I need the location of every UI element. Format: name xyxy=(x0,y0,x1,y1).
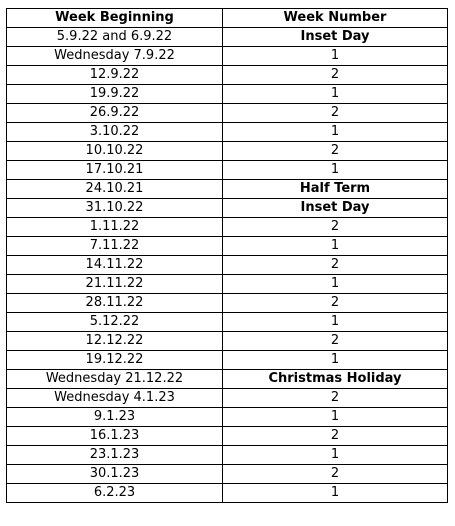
table-row xyxy=(7,294,448,313)
cell-week-number: 2 xyxy=(223,332,448,351)
table-header-row xyxy=(7,9,448,28)
cell-week-beginning: 17.10.21 xyxy=(7,161,223,180)
header-week-beginning: Week Beginning xyxy=(7,9,223,28)
table-row xyxy=(7,351,448,370)
table-row xyxy=(7,47,448,66)
cell-week-beginning: 21.11.22 xyxy=(7,275,223,294)
cell-week-beginning: 19.9.22 xyxy=(7,85,223,104)
table-row xyxy=(7,465,448,484)
cell-week-beginning: 1.11.22 xyxy=(7,218,223,237)
cell-week-beginning: 5.9.22 and 6.9.22 xyxy=(7,28,223,47)
cell-week-number: 2 xyxy=(223,256,448,275)
table-body xyxy=(7,28,448,503)
cell-week-number: 2 xyxy=(223,465,448,484)
cell-week-number: 1 xyxy=(223,484,448,503)
cell-week-number: 1 xyxy=(223,313,448,332)
cell-week-beginning: 30.1.23 xyxy=(7,465,223,484)
cell-week-beginning: 5.12.22 xyxy=(7,313,223,332)
cell-week-beginning: 9.1.23 xyxy=(7,408,223,427)
cell-week-beginning: 19.12.22 xyxy=(7,351,223,370)
cell-week-beginning: 23.1.23 xyxy=(7,446,223,465)
cell-week-number: Inset Day xyxy=(223,199,448,218)
table-row xyxy=(7,218,448,237)
cell-week-number: 2 xyxy=(223,66,448,85)
cell-week-number: 1 xyxy=(223,85,448,104)
cell-week-beginning: 14.11.22 xyxy=(7,256,223,275)
cell-week-beginning: 3.10.22 xyxy=(7,123,223,142)
cell-week-beginning: 16.1.23 xyxy=(7,427,223,446)
cell-week-number: 1 xyxy=(223,123,448,142)
table-row xyxy=(7,28,448,47)
cell-week-beginning: 12.9.22 xyxy=(7,66,223,85)
cell-week-beginning: Wednesday 21.12.22 xyxy=(7,370,223,389)
cell-week-number: 2 xyxy=(223,389,448,408)
table-row xyxy=(7,85,448,104)
cell-week-beginning: 10.10.22 xyxy=(7,142,223,161)
table-row xyxy=(7,389,448,408)
cell-week-number: 2 xyxy=(223,427,448,446)
table-row xyxy=(7,427,448,446)
table-row xyxy=(7,256,448,275)
cell-week-number: 1 xyxy=(223,161,448,180)
table-row xyxy=(7,275,448,294)
table-row xyxy=(7,161,448,180)
cell-week-beginning: 24.10.21 xyxy=(7,180,223,199)
table-row xyxy=(7,104,448,123)
cell-week-number: Christmas Holiday xyxy=(223,370,448,389)
cell-week-beginning: 7.11.22 xyxy=(7,237,223,256)
table-row xyxy=(7,313,448,332)
cell-week-number: 1 xyxy=(223,351,448,370)
cell-week-number: 1 xyxy=(223,237,448,256)
cell-week-number: 1 xyxy=(223,446,448,465)
header-week-number: Week Number xyxy=(223,9,448,28)
table-row xyxy=(7,446,448,465)
cell-week-number: 1 xyxy=(223,47,448,66)
cell-week-number: 2 xyxy=(223,142,448,161)
cell-week-number: 2 xyxy=(223,104,448,123)
cell-week-number: 1 xyxy=(223,275,448,294)
cell-week-beginning: 28.11.22 xyxy=(7,294,223,313)
cell-week-beginning: 12.12.22 xyxy=(7,332,223,351)
cell-week-beginning: 26.9.22 xyxy=(7,104,223,123)
cell-week-number: 2 xyxy=(223,218,448,237)
table-row xyxy=(7,237,448,256)
table-row xyxy=(7,484,448,503)
table-row xyxy=(7,408,448,427)
table-row xyxy=(7,66,448,85)
cell-week-beginning: Wednesday 7.9.22 xyxy=(7,47,223,66)
week-schedule-table xyxy=(6,8,448,503)
table-row xyxy=(7,370,448,389)
cell-week-number: Inset Day xyxy=(223,28,448,47)
table-row xyxy=(7,142,448,161)
table-row xyxy=(7,123,448,142)
cell-week-number: Half Term xyxy=(223,180,448,199)
cell-week-number: 1 xyxy=(223,408,448,427)
cell-week-beginning: Wednesday 4.1.23 xyxy=(7,389,223,408)
table-row xyxy=(7,180,448,199)
cell-week-beginning: 31.10.22 xyxy=(7,199,223,218)
cell-week-beginning: 6.2.23 xyxy=(7,484,223,503)
table-row xyxy=(7,199,448,218)
table-row xyxy=(7,332,448,351)
cell-week-number: 2 xyxy=(223,294,448,313)
